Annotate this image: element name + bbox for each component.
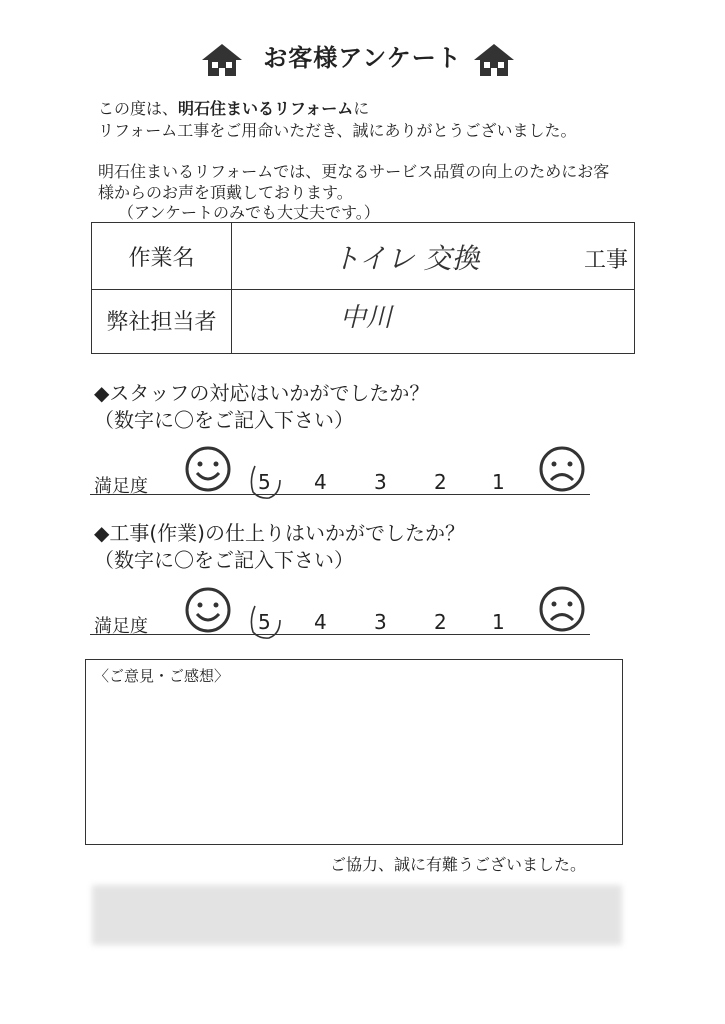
work-info-table xyxy=(91,222,635,354)
q2-scale-5[interactable]: 5 xyxy=(258,610,271,634)
comment-label: 〈ご意見・ご感想〉 xyxy=(94,667,230,685)
q2-scale-4[interactable]: 4 xyxy=(314,610,327,634)
staff-value[interactable]: 中川 xyxy=(340,303,393,333)
intro-line-3: 明石住まいるリフォームでは、更なるサービス品質の向上のためにお客 xyxy=(98,162,610,181)
page-title: お客様アンケート xyxy=(263,44,462,72)
intro-line-2: リフォーム工事をご用命いただき、誠にありがとうございました。 xyxy=(98,121,577,140)
intro-line-5: （アンケートのみでも大丈夫です。） xyxy=(118,203,380,222)
q1-scale-1[interactable]: 1 xyxy=(492,470,505,494)
work-name-row xyxy=(92,223,634,290)
work-name-label: 作業名 xyxy=(128,246,195,271)
intro-line-1 xyxy=(98,98,369,119)
staff-label: 弊社担当者 xyxy=(106,310,217,335)
table-divider xyxy=(231,223,232,353)
redacted-footer xyxy=(92,885,622,945)
work-suffix: 工事 xyxy=(583,248,628,273)
q1-satisfaction-label: 満足度 xyxy=(94,476,148,497)
q2-satisfaction-label: 満足度 xyxy=(94,616,148,637)
q2-scale-1[interactable]: 1 xyxy=(492,610,505,634)
q2-underline xyxy=(90,634,590,635)
q1-scale-2[interactable]: 2 xyxy=(434,470,447,494)
intro-text: この度は、 xyxy=(98,99,179,118)
q1-instruction: （数字に〇をご記入下さい） xyxy=(94,408,354,432)
q1-scale-5[interactable]: 5 xyxy=(258,470,271,494)
company-name: 明石住まいるリフォーム xyxy=(178,99,354,118)
intro-line-4: 様からのお声を頂戴しております。 xyxy=(98,183,353,202)
q1-scale-4[interactable]: 4 xyxy=(314,470,327,494)
thanks-message: ご協力、誠に有難うございました。 xyxy=(330,855,587,874)
q1-question: ◆スタッフの対応はいかがでしたか？ xyxy=(94,381,430,405)
q1-underline xyxy=(90,494,590,495)
q2-question: ◆工事(作業)の仕上りはいかがでしたか？ xyxy=(94,521,465,545)
sad-face-icon xyxy=(538,585,586,633)
q1-scale-3[interactable]: 3 xyxy=(374,470,387,494)
staff-row xyxy=(92,289,634,353)
smiley-face-icon xyxy=(184,445,232,493)
q2-scale-2[interactable]: 2 xyxy=(434,610,447,634)
smiley-face-icon xyxy=(184,586,232,634)
sad-face-icon xyxy=(538,445,586,493)
comment-box[interactable] xyxy=(85,659,623,845)
work-name-value[interactable]: トイレ 交換 xyxy=(332,242,480,275)
house-icon xyxy=(472,42,516,78)
q2-instruction: （数字に〇をご記入下さい） xyxy=(94,548,354,572)
intro-text: に xyxy=(353,99,370,118)
q2-scale-3[interactable]: 3 xyxy=(374,610,387,634)
